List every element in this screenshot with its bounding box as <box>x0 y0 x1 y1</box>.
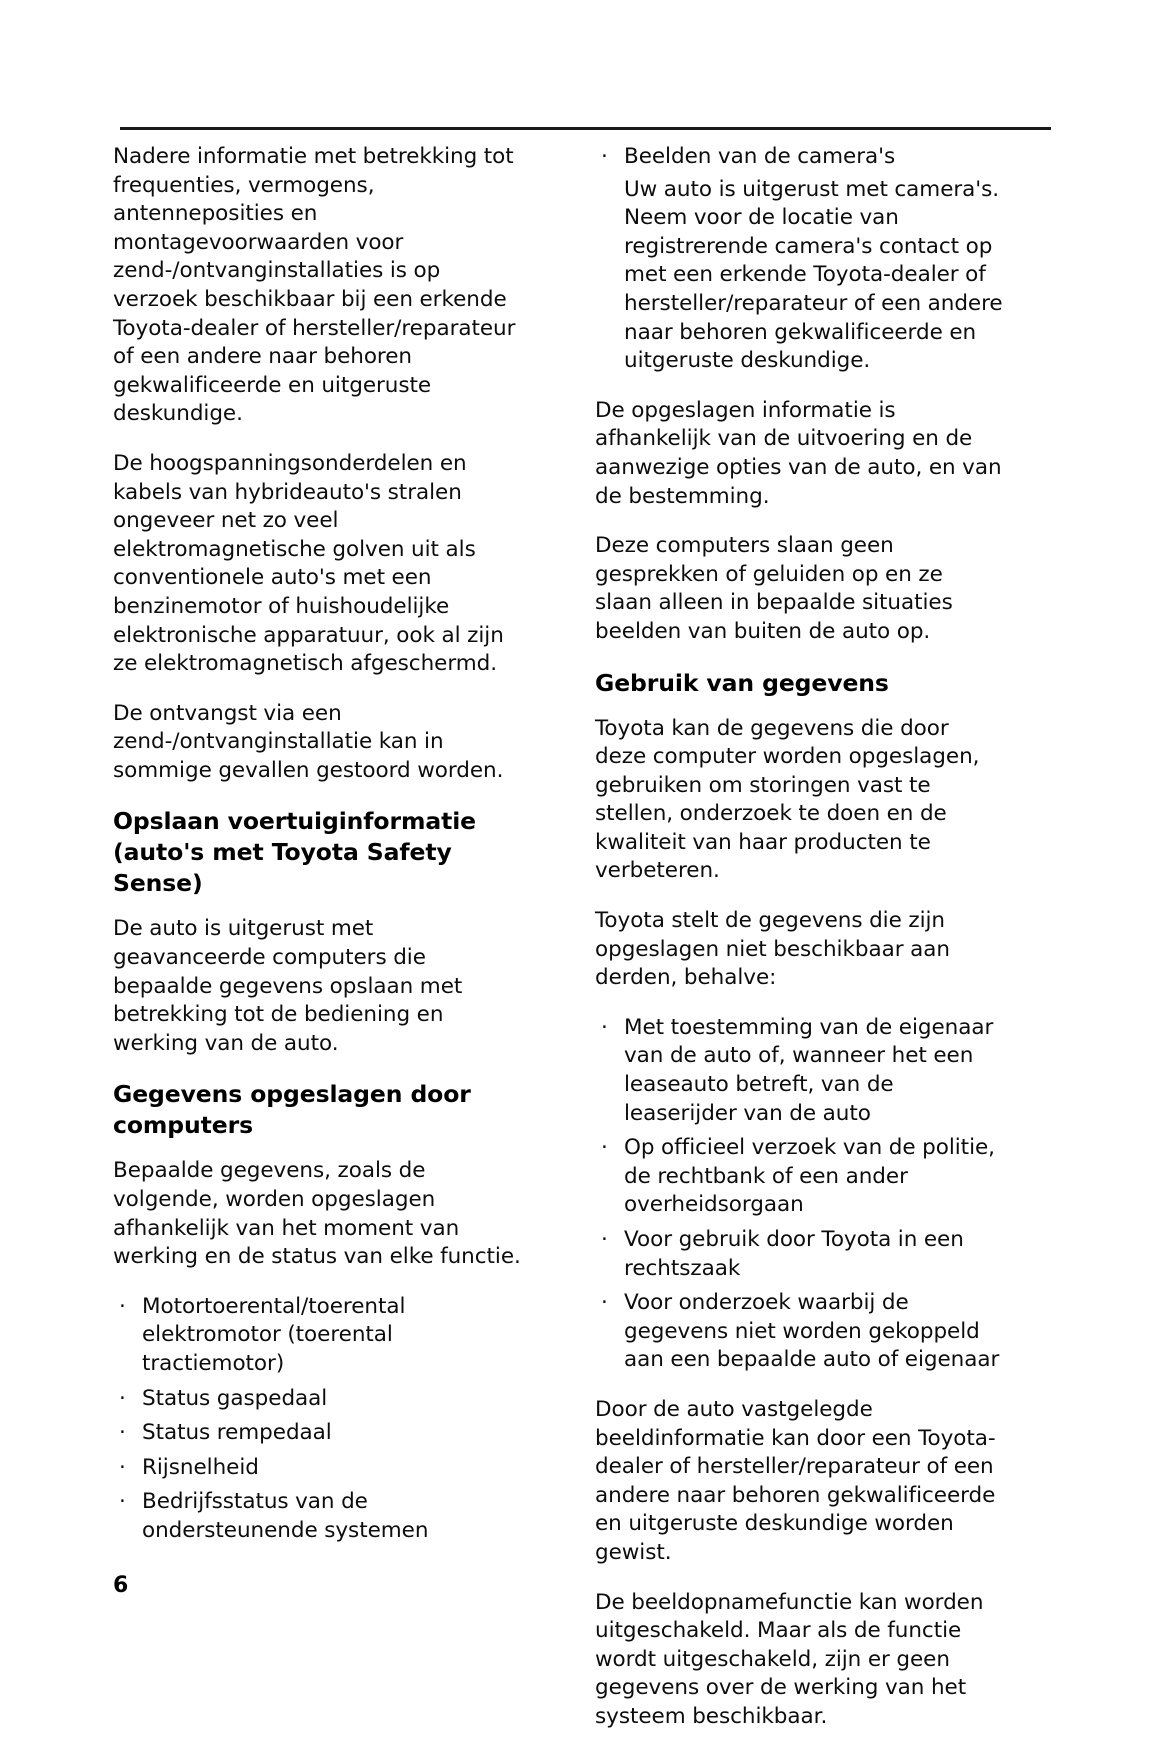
heading-gegevens-opgeslagen-door-computers: Gegevens opgeslagen door computers <box>113 1080 471 1140</box>
list-item <box>595 143 1005 376</box>
list-item <box>113 1293 523 1379</box>
paragraph-stored-info-depends: De opgeslagen informatie is afhankelijk van de uitvoering en de aanwezige opties van de auto, en van de bestemming. <box>595 397 1002 509</box>
paragraph-stored-data-intro: Bepaalde gegevens, zoals de volgende, worden opgeslagen afhankelijk van het moment van werking en de status van elke functie. <box>113 1158 521 1270</box>
bullet-icon: · <box>601 1135 608 1161</box>
paragraph-no-audio-recording: Deze computers slaan geen gesprekken of geluiden op en ze slaan alleen in bepaalde situaties beelden van buiten de auto op. <box>595 533 953 644</box>
paragraph-high-voltage: De hoogspanningsonderdelen en kabels van hybrideauto's stralen ongeveer net zo veel elektromagnetische golven uit als conventionele auto's met een benzinemotor of huishoudelijke elektronische apparatuur, ook al zijn ze elektromagnetisch afgeschermd. <box>113 450 504 677</box>
list-item-label: Voor gebruik door Toyota in een rechtszaak <box>624 1227 964 1281</box>
list-third-party-exceptions <box>595 1014 1005 1375</box>
page-number: 6 <box>113 1573 129 1598</box>
list-item <box>595 1226 1005 1283</box>
bullet-icon: · <box>119 1293 126 1319</box>
right-column <box>595 143 1005 1753</box>
bullet-icon: · <box>119 1385 126 1411</box>
bullet-icon: · <box>119 1454 126 1480</box>
list-item-label: Voor onderzoek waarbij de gegevens niet worden gekoppeld aan een bepaalde auto of eigenaar <box>624 1290 1000 1373</box>
list-item-label: Bedrijfsstatus van de ondersteunende systemen <box>142 1489 429 1543</box>
bullet-icon: · <box>601 1227 608 1252</box>
list-item-label: Motortoerental/toerental elektromotor (toerental tractiemotor) <box>142 1293 406 1376</box>
list-stored-data <box>113 1293 523 1546</box>
list-item <box>113 1419 523 1448</box>
list-item-label: Beelden van de camera's <box>624 144 896 169</box>
list-item <box>113 1385 523 1414</box>
list-item-label: Status gaspedaal <box>142 1385 328 1411</box>
list-item <box>595 1014 1005 1128</box>
list-item-detail: Uw auto is uitgerust met camera's. Neem voor de locatie van registrerende camera's contact op met een erkende Toyota-dealer of hersteller/reparateur of een andere naar behoren gekwalificeerde en uitgeruste deskundige. <box>624 176 1003 374</box>
left-column <box>113 143 523 1753</box>
paragraph-image-erase: Door de auto vastgelegde beeldinformatie kan door een Toyota-dealer of hersteller/reparateur of een andere naar behoren gekwalificeerde en uitgeruste deskundige worden gewist. <box>595 1396 996 1565</box>
paragraph-reception: De ontvangst via een zend-/ontvanginstallatie kan in sommige gevallen gestoord worden. <box>113 700 504 783</box>
two-column-body <box>113 143 1006 1753</box>
paragraph-third-party-exceptions-intro: Toyota stelt de gegevens die zijn opgeslagen niet beschikbaar aan derden, behalve: <box>595 908 950 991</box>
paragraph-toyota-data-use: Toyota kan de gegevens die door deze computer worden opgeslagen, gebruiken om storingen vast te stellen, onderzoek te doen en de kwaliteit van haar producten te verbeteren. <box>595 715 980 884</box>
bullet-icon: · <box>119 1489 126 1515</box>
header-rule <box>120 127 1051 130</box>
bullet-icon: · <box>601 1290 608 1316</box>
bullet-icon: · <box>601 1014 608 1040</box>
paragraph-recording-disable: De beeldopnamefunctie kan worden uitgeschakeld. Maar als de functie wordt uitgeschakeld, zijn er geen gegevens over de werking van het systeem beschikbaar. <box>595 1589 984 1729</box>
paragraph-advanced-computers: De auto is uitgerust met geavanceerde computers die bepaalde gegevens opslaan met betrekking tot de bediening en werking van de auto. <box>113 916 463 1056</box>
heading-opslaan-voertuiginformatie: Opslaan voertuiginformatie (auto's met Toyota Safety Sense) <box>113 807 477 898</box>
list-camera-images <box>595 143 1005 376</box>
list-item-label: Op officieel verzoek van de politie, de rechtbank of een ander overheidsorgaan <box>624 1135 995 1218</box>
heading-gebruik-van-gegevens: Gebruik van gegevens <box>595 668 889 697</box>
list-item <box>595 1134 1005 1220</box>
paragraph-rf-info: Nadere informatie met betrekking tot frequenties, vermogens, antenneposities en montagevoorwaarden voor zend-/ontvanginstallaties is op verzoek beschikbaar bij een erkende Toyota-dealer of hersteller/reparateur of een andere naar behoren gekwalificeerde en uitgeruste deskundige. <box>113 144 516 427</box>
list-item-label: Status rempedaal <box>142 1420 332 1446</box>
list-item-label: Rijsnelheid <box>142 1454 259 1480</box>
bullet-icon: · <box>119 1420 126 1446</box>
bullet-icon: · <box>601 144 608 169</box>
list-item <box>113 1454 523 1483</box>
list-item-label: Met toestemming van de eigenaar van de auto of, wanneer het een leaseauto betreft, van de leaserijder van de auto <box>624 1014 994 1126</box>
list-item <box>595 1289 1005 1375</box>
list-item <box>113 1488 523 1545</box>
